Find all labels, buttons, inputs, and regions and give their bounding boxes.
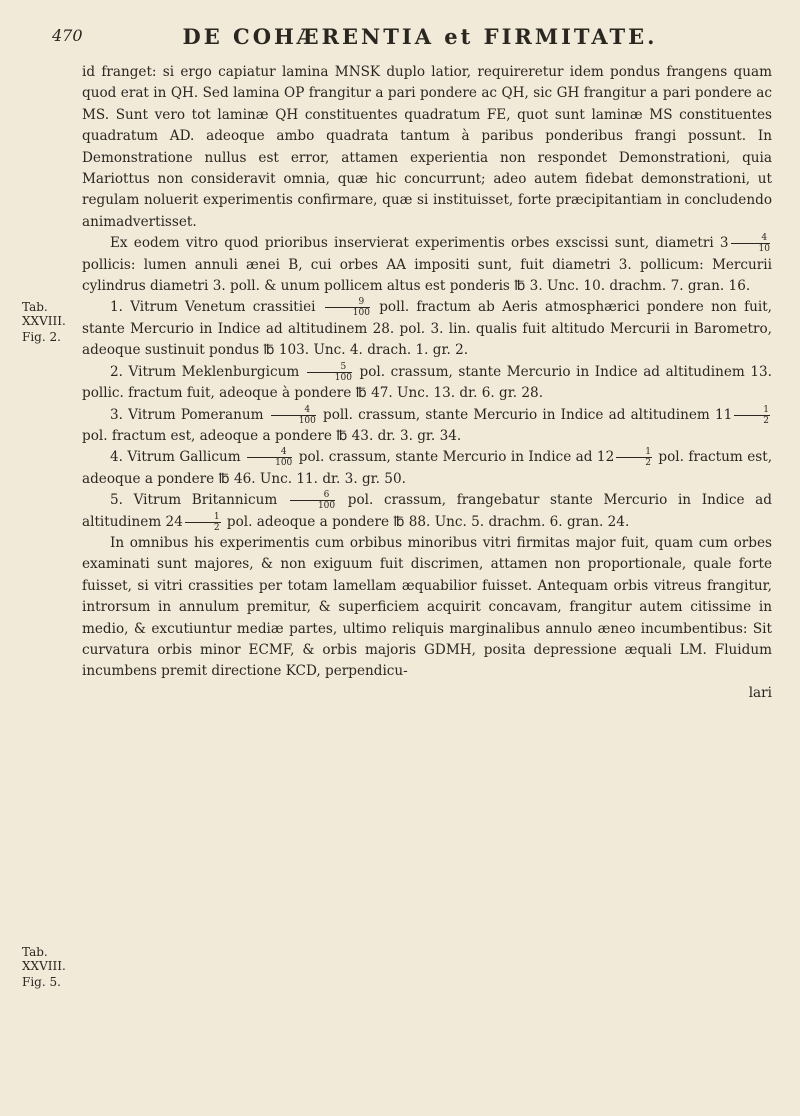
fraction (185, 512, 221, 533)
page-number: 470 (52, 26, 83, 45)
margin-fig-reference: Fig. 2. (22, 330, 61, 344)
experiment-4 (82, 447, 772, 490)
fraction-numerator: 4 (731, 233, 770, 244)
experiment-3 (82, 405, 772, 448)
fraction (271, 405, 316, 426)
experiment-2-label: 2. Vitrum Meklenburgicum (110, 363, 300, 380)
experiment-5 (82, 490, 772, 533)
fraction-numerator: 9 (325, 297, 370, 308)
fraction (734, 405, 770, 426)
fraction-denominator: 100 (352, 308, 370, 319)
paragraph-3: In omnibus his experimentis cum orbibus minoribus vitri firmitas major fuit, quam cum orbes examinati sunt majores, & non exiguum fuit discrimen, attamen non proportionale, quale forte fuisset, si vitri crassities per totam lamellam æquabilior fuisset. Antequam orbis vitreus frangitur, introrsum in annulum premitur, & superficiem acquirit concavam, frangitur autem citissime in medio, & excutiuntur mediæ partes, ultimo reliquis marginalibus annulo æneo incumbentibus: Sit curvatura orbis minor ECMF, & orbis majoris GDMH, posita depressione æquali LM. Fluidum incumbens premit directione KCD, perpendicu- (82, 534, 772, 680)
fraction (247, 447, 292, 468)
experiment-5-text: pol. crassum, frangebatur stante Mercurio in Indice ad altitudinem 24 (82, 492, 772, 530)
fraction-denominator: 100 (317, 501, 336, 512)
paragraph-2 (82, 233, 772, 297)
paragraph-1: id franget: si ergo capiatur lamina MNSK duplo latior, requireretur idem pondus frangens quam quod erat in QH. Sed lamina OP frangitur a pari pondere ac QH, sic GH frangitur a pari pondere ac MS. Sunt vero tot laminæ QH constituentes quadratum FE, quot sunt laminæ MS constituentes quadratum AD. adeoque ambo quadrata tantum à paribus ponderibus frangi possunt. In Demonstratione nullus est error, attamen experientia non respondet Demonstrationi, quia Mariottus non consideravit omnia, quæ hic concurrunt; adeo autem fidebat demonstrationi, ut regulam noluerit experimentis confirmare, quæ si instituisset, forte præcipitantiam in concludendo animadvertisset. (82, 64, 772, 230)
fraction (290, 490, 335, 511)
experiment-5-text-end: pol. adeoque a pondere ℔ 88. Unc. 5. drachm. 6. gran. 24. (226, 513, 630, 530)
fraction (307, 362, 352, 383)
experiment-2-text: pol. crassum, stante Mercurio in Indice ad altitudinem 13. pollic. fractum fuit, adeoque à pondere ℔ 47. Unc. 13. dr. 6. gr. 28. (82, 363, 772, 402)
running-title: DE COHÆRENTIA et FIRMITATE. (182, 24, 658, 49)
fraction-numerator: 1 (734, 405, 770, 416)
experiment-1-text: poll. fractum ab Aeris atmosphærici pondere non fuit, stante Mercurio in Indice ad altitudinem 28. pol. 3. lin. qualis fuit altitudo Mercurii in Barometro, adeoque sustinuit pondus ℔ 103. Unc. 4. drach. 1. gr. 2. (82, 299, 772, 359)
experiment-4-text-end: pol. fractum est, adeoque a pondere ℔ 46. Unc. 11. dr. 3. gr. 50. (82, 449, 773, 487)
fraction-numerator: 4 (247, 447, 292, 458)
fraction-numerator: 4 (271, 405, 316, 416)
margin-fig-reference-2: Fig. 5. (22, 975, 61, 989)
experiment-1-label: 1. Vitrum Venetum crassitiei (110, 299, 316, 316)
margin-tab-reference-2: Tab. XXVIII. (22, 945, 66, 973)
fraction-denominator: 100 (334, 372, 352, 383)
fraction-denominator: 2 (763, 415, 769, 426)
fraction-denominator: 2 (645, 458, 651, 469)
experiment-1 (82, 297, 772, 361)
catchword: lari (748, 684, 772, 701)
experiment-4-label: 4. Vitrum Gallicum (110, 449, 241, 466)
fraction-numerator: 5 (307, 362, 352, 373)
fraction-denominator: 10 (758, 244, 770, 255)
experiment-3-text: poll. crassum, stante Mercurio in Indice ad altitudinem 11 (323, 406, 733, 423)
experiment-3-label: 3. Vitrum Pomeranum (110, 406, 264, 423)
paragraph-2-end: pollicis: lumen annuli ænei B, cui orbes AA impositi sunt, fuit diametri 3. pollicum: Mercurii cylindrus diametri 3. poll. & unum pollicem altus est ponderis ℔ 3. Unc. 10. drachm. 7. gran. 16. (82, 256, 772, 295)
experiment-3-text-end: pol. fractum est, adeoque a pondere ℔ 43. dr. 3. gr. 34. (82, 427, 462, 444)
experiment-5-label: 5. Vitrum Britannicum (110, 492, 278, 509)
paragraph-2-start: Ex eodem vitro quod prioribus inservierat experimentis orbes exscissi sunt, diametri 3 (110, 235, 729, 252)
experiment-4-text: pol. crassum, stante Mercurio in Indice ad 12 (298, 449, 615, 466)
fraction (731, 233, 770, 254)
fraction (325, 297, 370, 318)
fraction-numerator: 1 (616, 447, 652, 458)
fraction-numerator: 6 (290, 490, 335, 501)
fraction-denominator: 2 (213, 522, 220, 533)
fraction (616, 447, 652, 468)
body-text (82, 62, 772, 704)
fraction-denominator: 100 (298, 415, 316, 426)
fraction-numerator: 1 (185, 512, 221, 523)
margin-tab-reference: Tab. XXVIII. (22, 300, 66, 328)
fraction-denominator: 100 (275, 458, 293, 469)
experiment-2 (82, 362, 772, 405)
